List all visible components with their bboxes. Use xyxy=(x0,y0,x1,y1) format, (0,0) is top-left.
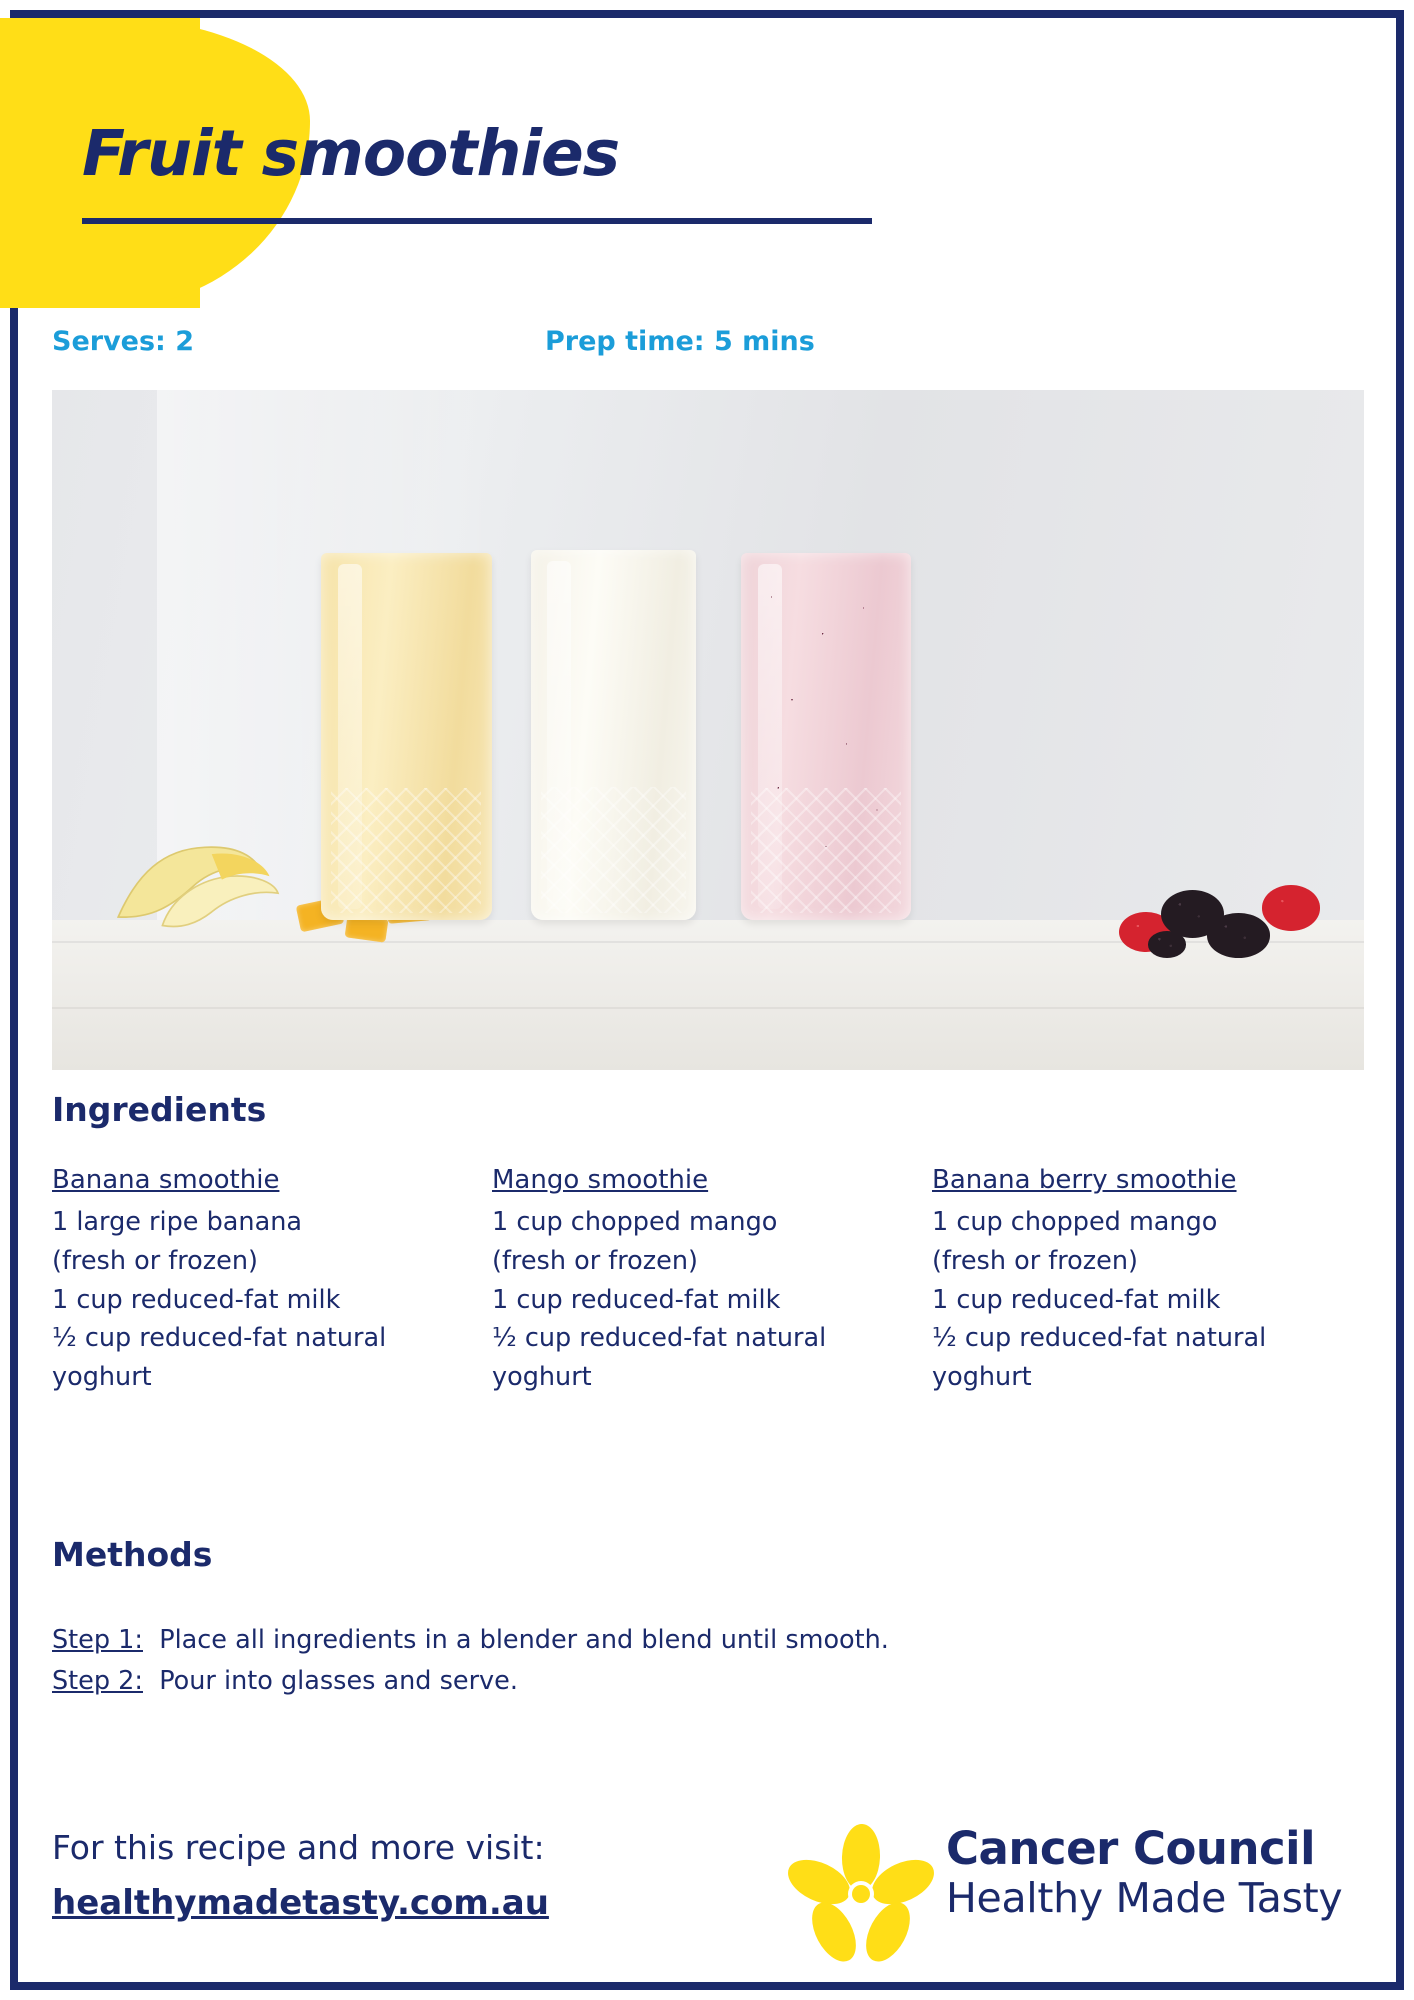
ingredient-line: 1 cup chopped mango xyxy=(492,1207,778,1237)
logo-wordmark xyxy=(946,1824,1396,1922)
method-step-text: Pour into glasses and serve. xyxy=(159,1666,518,1697)
mango-smoothie-glass xyxy=(531,550,696,921)
title-underline xyxy=(82,218,872,224)
berry-specks xyxy=(741,553,912,920)
ingredient-column-title: Mango smoothie xyxy=(492,1165,709,1195)
banana-smoothie-glass xyxy=(321,553,492,920)
ingredient-line: (fresh or frozen) xyxy=(52,1245,258,1276)
ingredient-column-banana xyxy=(52,1165,492,1397)
ingredient-line: ½ cup reduced-fat natural xyxy=(52,1323,387,1354)
ingredient-line: ½ cup reduced-fat natural xyxy=(492,1323,827,1354)
ingredient-line: ½ cup reduced-fat natural xyxy=(932,1323,1267,1354)
methods-heading: Methods xyxy=(52,1535,213,1574)
ingredient-line: (fresh or frozen) xyxy=(932,1245,1138,1276)
ingredient-line: yoghurt xyxy=(492,1362,592,1392)
ingredient-column-title: Banana berry smoothie xyxy=(932,1165,1237,1195)
method-step-label: Step 2: xyxy=(52,1666,143,1697)
ingredients-heading: Ingredients xyxy=(52,1090,267,1129)
method-step xyxy=(52,1661,1352,1702)
ingredient-column-title: Banana smoothie xyxy=(52,1165,280,1195)
daffodil-flower-icon xyxy=(786,1824,936,1964)
methods-list xyxy=(52,1620,1352,1703)
hero-image xyxy=(52,390,1364,1070)
ingredients-columns xyxy=(52,1165,1372,1397)
ingredient-column-banana-berry xyxy=(932,1165,1372,1397)
ingredient-line: 1 cup reduced-fat milk xyxy=(492,1284,781,1315)
ingredient-line: yoghurt xyxy=(52,1362,152,1392)
serves-label: Serves: 2 xyxy=(52,326,195,357)
banana-prop xyxy=(98,798,295,934)
ingredient-column-mango xyxy=(492,1165,932,1397)
ingredient-line: 1 cup chopped mango xyxy=(932,1207,1218,1237)
method-step xyxy=(52,1620,1352,1661)
method-step-label: Step 1: xyxy=(52,1625,143,1655)
footer-prompt: For this recipe and more visit: xyxy=(52,1828,545,1867)
ingredient-line: 1 cup reduced-fat milk xyxy=(52,1284,341,1315)
ingredient-line: (fresh or frozen) xyxy=(492,1245,698,1276)
cancer-council-logo xyxy=(786,1818,1396,1968)
prep-time-label: Prep time: 5 mins xyxy=(545,326,815,357)
logo-brand-name: Cancer Council xyxy=(946,1822,1316,1875)
method-step-text: Place all ingredients in a blender and blend until smooth. xyxy=(159,1625,889,1655)
ingredient-line: 1 cup reduced-fat milk xyxy=(932,1284,1221,1315)
footer-website-link[interactable]: healthymadetasty.com.au xyxy=(52,1883,549,1923)
berries-prop xyxy=(1115,873,1325,961)
banana-berry-smoothie-glass xyxy=(741,553,912,920)
logo-tagline: Healthy Made Tasty xyxy=(946,1873,1343,1922)
page-title: Fruit smoothies xyxy=(82,117,620,190)
ingredient-line: yoghurt xyxy=(932,1362,1032,1392)
ingredient-line: 1 large ripe banana xyxy=(52,1207,302,1237)
